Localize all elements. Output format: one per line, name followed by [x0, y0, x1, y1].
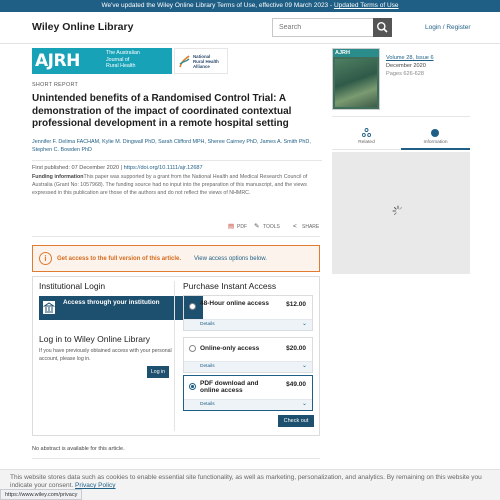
access-panel: [32, 276, 320, 436]
radio-button-selected[interactable]: [189, 383, 196, 390]
pdf-icon: ▤: [228, 223, 235, 230]
wiley-login-title: Log in to Wiley Online Library: [39, 334, 151, 344]
loading-spinner-icon: [392, 205, 404, 217]
purchase-option-48-hour[interactable]: [183, 295, 313, 331]
tab-related[interactable]: [332, 127, 401, 149]
partner-name: National Rural Health Alliance: [193, 54, 219, 70]
cover-image: [335, 59, 377, 107]
tab-related-label: Related: [358, 140, 375, 145]
journal-banner[interactable]: [32, 48, 172, 74]
purchase-option-pdf-online[interactable]: [183, 375, 313, 411]
site-logo[interactable]: Wiley Online Library: [32, 21, 134, 33]
purchase-title: Purchase Instant Access: [183, 281, 277, 291]
chevron-down-icon: ⌄: [301, 363, 307, 369]
option-details-toggle[interactable]: [184, 361, 312, 372]
publication-line: First published: 07 December 2020 | https://doi.org/10.1111/ajr.12687: [32, 160, 322, 171]
option-name: 48-Hour online access: [200, 300, 269, 307]
institution-access-button[interactable]: [39, 296, 203, 320]
journal-cover[interactable]: [332, 48, 380, 110]
column-divider: [174, 281, 175, 431]
privacy-policy-link[interactable]: Privacy Policy: [75, 482, 116, 489]
wiley-login-text: If you have previously obtained access with your personal account, please log in.: [39, 348, 172, 363]
search-input[interactable]: [273, 19, 375, 36]
issue-meta: [386, 54, 434, 78]
article-type: SHORT REPORT: [32, 82, 79, 88]
tab-information[interactable]: [401, 127, 470, 149]
issue-pages: Pages 626-628: [386, 71, 424, 77]
checkout-button[interactable]: Check out: [278, 415, 314, 427]
chevron-down-icon: ⌄: [301, 321, 307, 327]
tab-active-indicator: [401, 148, 470, 150]
login-register-link[interactable]: Login / Register: [425, 24, 471, 31]
divider: [32, 458, 320, 459]
purchase-option-online-only[interactable]: [183, 337, 313, 373]
funding-info: [32, 174, 322, 197]
option-price: $49.00: [286, 381, 306, 388]
related-icon: [362, 128, 371, 137]
divider: [32, 236, 320, 237]
first-published-date: 07 December 2020: [71, 165, 120, 171]
issue-date: December 2020: [386, 63, 426, 69]
info-icon: i: [39, 252, 52, 265]
search-button[interactable]: [373, 18, 392, 37]
details-label: Details: [200, 402, 215, 407]
option-details-toggle[interactable]: [184, 319, 312, 330]
tab-information-label: Information: [423, 140, 448, 145]
article-authors[interactable]: Jennifer F. Delima FACHAM, Kylie M. Dingwall PhD, Sarah Clifford MPH, Sheree Cairney PhD, James A. Smith PhD, Stephen C. Bowden PhD: [32, 139, 311, 153]
details-label: Details: [200, 322, 215, 327]
browser-status-url: https://www.wiley.com/privacy: [0, 489, 82, 500]
login-button[interactable]: Log in: [147, 366, 169, 378]
option-price: $20.00: [286, 345, 306, 352]
search-icon: [373, 18, 392, 37]
partner-swirl-icon: [179, 55, 190, 68]
institution-icon: [43, 301, 55, 314]
radio-button[interactable]: [189, 303, 196, 310]
option-details-toggle[interactable]: [184, 399, 312, 410]
search-box: [272, 18, 392, 37]
journal-name: The Australian Journal of Rural Health: [106, 50, 140, 69]
chevron-down-icon: ⌄: [301, 401, 307, 407]
option-price: $12.00: [286, 301, 306, 308]
terms-notice-bar: [0, 0, 500, 12]
tools-label: TOOLS: [263, 224, 280, 230]
no-abstract-note: No abstract is available for this article.: [32, 446, 125, 452]
sidebar-loading-panel: [332, 152, 470, 274]
access-options-link[interactable]: View access options below.: [194, 256, 267, 262]
option-name: PDF download and online access: [200, 380, 259, 395]
cookie-text: [10, 474, 490, 490]
cookie-message: This website stores data such as cookies to enable essential site functionality, as well as marketing, personalization, and analytics. By remaining on this website you indicate your consent.: [10, 474, 482, 489]
access-alert-text: Get access to the full version of this article.: [57, 256, 182, 262]
terms-notice-text: We've updated the Wiley Online Library Terms of Use, effective 09 March 2023 -: [101, 2, 334, 9]
article-title: Unintended benefits of a Randomised Control Trial: A demonstration of the impact of coordinated contextual professional development in a remote hospital setting: [32, 93, 292, 129]
cover-title: AJRH: [333, 49, 379, 57]
volume-issue-link[interactable]: Volume 28, Issue 6: [386, 55, 434, 61]
information-icon: [431, 129, 439, 137]
share-icon: <: [293, 223, 297, 230]
partner-logo[interactable]: [174, 48, 228, 74]
wrench-icon: ✎: [254, 223, 260, 230]
pdf-label: PDF: [237, 224, 247, 230]
funding-label: Funding information: [32, 174, 84, 180]
radio-button[interactable]: [189, 345, 196, 352]
divider: [332, 116, 470, 117]
journal-acronym: AJRH: [35, 51, 80, 71]
doi-link[interactable]: https://doi.org/10.1111/ajr.12687: [123, 165, 203, 171]
share-label: SHARE: [302, 224, 320, 230]
terms-notice-link[interactable]: Updated Terms of Use: [333, 2, 399, 9]
first-published-label: First published:: [32, 165, 70, 171]
funding-text: This paper was supported by a grant from the National Health and Medical Research Council of Australia (Grant No: 1057968). The funding source had no input into the preparation of this manuscript, and the views expressed in this publication are those of the authors and do not reflect the views of NHMRC.: [32, 174, 308, 196]
institutional-login-title: Institutional Login: [39, 281, 106, 291]
institution-access-label: Access through your institution: [63, 299, 160, 306]
access-alert: [32, 245, 320, 272]
site-header: [0, 12, 500, 44]
option-name: Online-only access: [200, 345, 260, 352]
details-label: Details: [200, 364, 215, 369]
